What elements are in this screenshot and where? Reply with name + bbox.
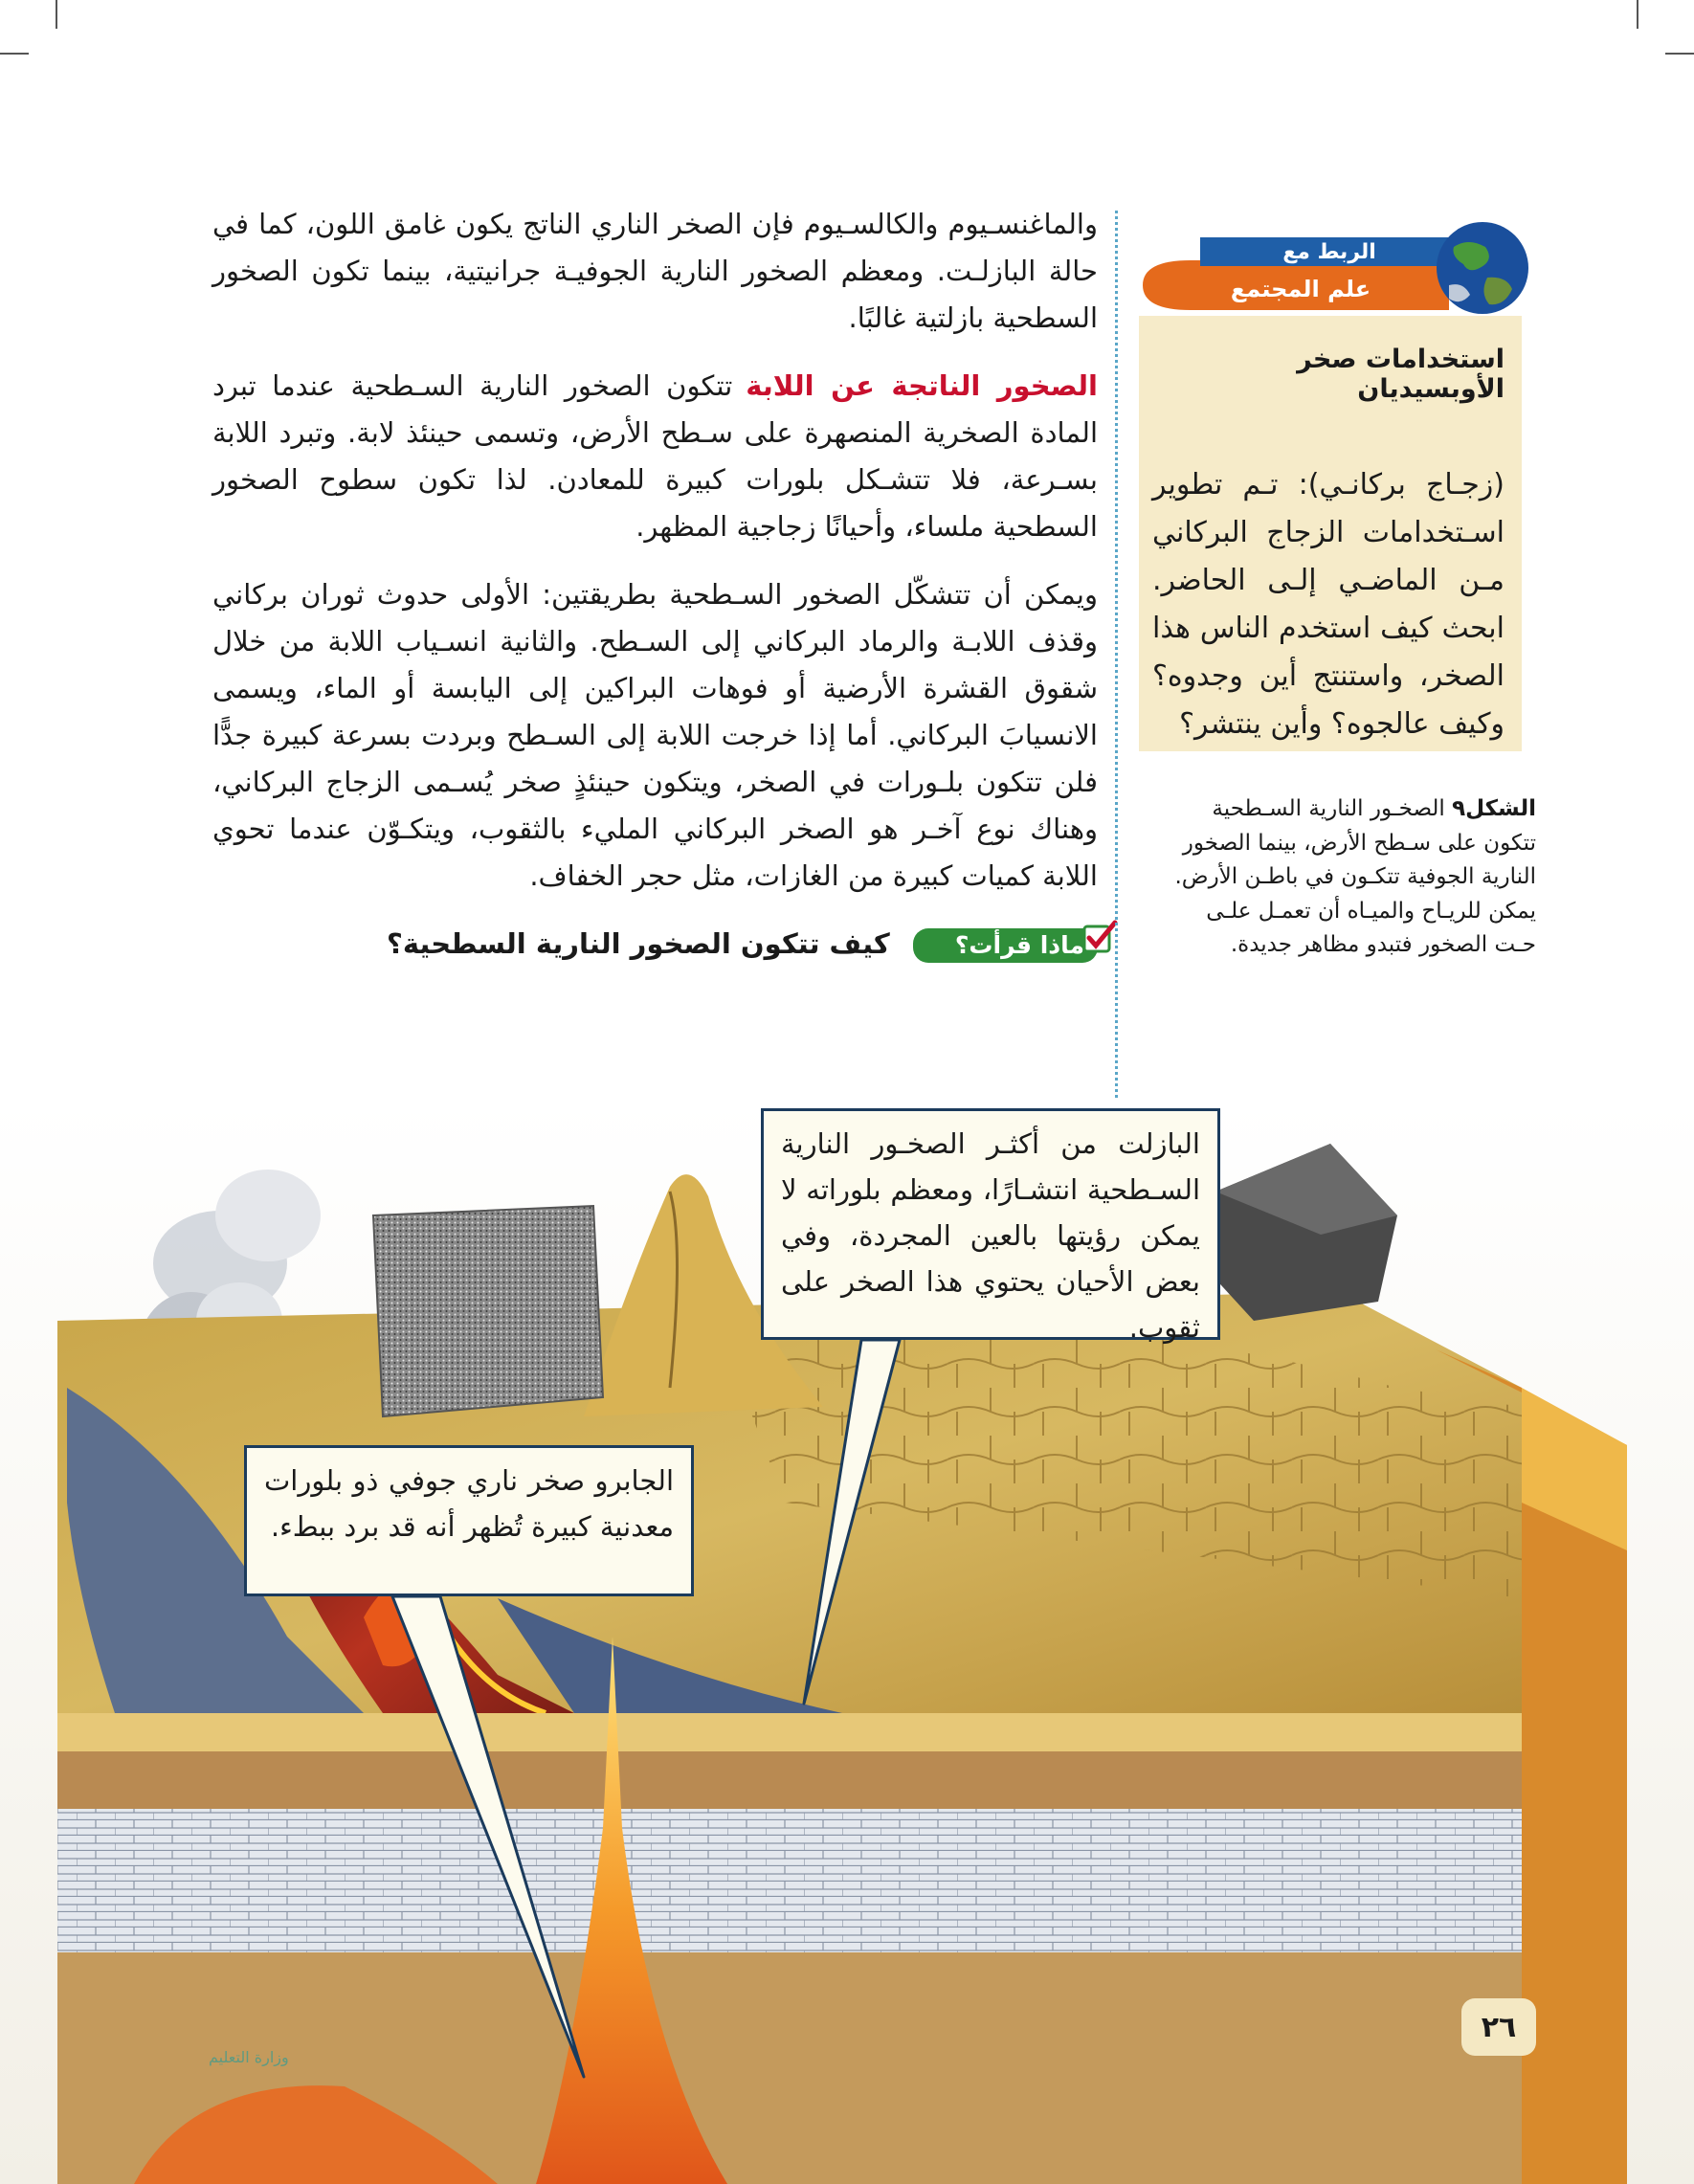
paragraph-2 — [212, 363, 1098, 550]
sidebar-box — [1139, 316, 1522, 751]
reading-check — [212, 921, 1098, 968]
section-heading: الصخور الناتجة عن اللابة — [746, 369, 1098, 402]
figure-caption-text: الصخـور النارية السـطحية تتكون على سـطح الأرض، بينما الصخور النارية الجوفية تتكـون في باطـن الأرض. يمكن للريـاح والميـاه أن تعمـل علـى حـت الصخور فتبدو مظاهر جديدة. — [1174, 796, 1536, 957]
page-number: ٢٦ — [1461, 1998, 1536, 2056]
crop-mark-top-left — [0, 53, 29, 55]
paragraph-3: ويمكن أن تتشكّل الصخور السـطحية بطريقتين: الأولى حدوث ثوران بركاني وقذف اللابـة والرماد البركاني إلى السـطح. والثانية انسـياب اللابة من خلال شقوق القشرة الأرضية أو فوهات البراكين إلى اليابسة أو الماء، ويسمى الانسيابَ البركاني. أما إذا خرجت اللابة إلى السـطح وبردت بسرعة كبيرة جدًّا فلن تتكون بلـورات في الصخر، ويتكون حينئذٍ صخر يُسـمى الزجاج البركاني، وهناك نوع آخـر هو الصخر البركاني المليء بالثقوب، ويتكـوّن عندما تحوي اللابة كميات كبيرة من الغازات، مثل حجر الخفاف. — [212, 578, 1098, 892]
paragraph-1: والماغنسـيوم والكالسـيوم فإن الصخر الناري الناتج يكون غامق اللون، كما في حالة البازلـت. ومعظم الصخور النارية الجوفيـة جرانيتية، بينما تكون الصخور السطحية بازلتية غالبًا. — [212, 208, 1098, 334]
reading-check-label: ماذا قرأت؟ — [954, 931, 1084, 959]
main-text-column — [212, 201, 1098, 968]
globe-icon — [1437, 222, 1528, 314]
column-divider — [1115, 211, 1118, 1115]
ministry-watermark: وزارة التعليم — [209, 2048, 289, 2066]
basalt-callout: البازلت من أكثـر الصخـور النارية السـطحية انتشـارًا، ومعظم بلوراته لا يمكن رؤيتها بالعين المجردة، وفي بعض الأحيان يحتوي هذا الصخر على ثقوب. — [761, 1108, 1220, 1340]
banner-top-label: الربط مع — [1282, 240, 1376, 264]
gabbro-callout: الجابرو صخر ناري جوفي ذو بلورات معدنية كبيرة تُظهر أنه قد برد ببطء. — [244, 1445, 694, 1596]
reading-check-badge — [913, 928, 1098, 963]
checkmark-icon — [1081, 919, 1119, 957]
figure-caption — [1158, 792, 1536, 963]
gabbro-rock-sample — [373, 1206, 603, 1416]
banner-bottom-label: علم المجتمع — [1230, 276, 1371, 302]
crop-mark-top-right — [1665, 53, 1694, 55]
paragraph-2-text: تتكون الصخور النارية السـطحية عندما تبرد المادة الصخرية المنصهرة على سـطح الأرض، وتسمى حينئذ لابة. وتبرد اللابة بسـرعة، فلا تتشـكل بلورات كبيرة للمعادن. لذا تكون سطوح الصخور السطحية ملساء، وأحيانًا زجاجية المظهر. — [212, 369, 1098, 543]
crop-mark-top-left-v — [56, 0, 57, 29]
sidebar-text: (زجـاج بركانـي): تـم تطوير اسـتخدامات الزجاج البركاني مـن الماضـي إلـى الحاضر. ابحث كيف استخدم الناس هذا الصخر، واستنتج أين وجدوه؟ وكيف عالجوه؟ وأين ينتشر؟ — [1152, 468, 1505, 741]
reading-check-question: كيف تتكون الصخور النارية السطحية؟ — [387, 927, 890, 960]
figure-label: الشكل٩ — [1452, 796, 1536, 821]
connection-banner — [1133, 218, 1530, 318]
crop-mark-top-right-v — [1637, 0, 1638, 29]
sidebar-title: استخدامات صخر الأوبسيديان — [1297, 345, 1505, 404]
